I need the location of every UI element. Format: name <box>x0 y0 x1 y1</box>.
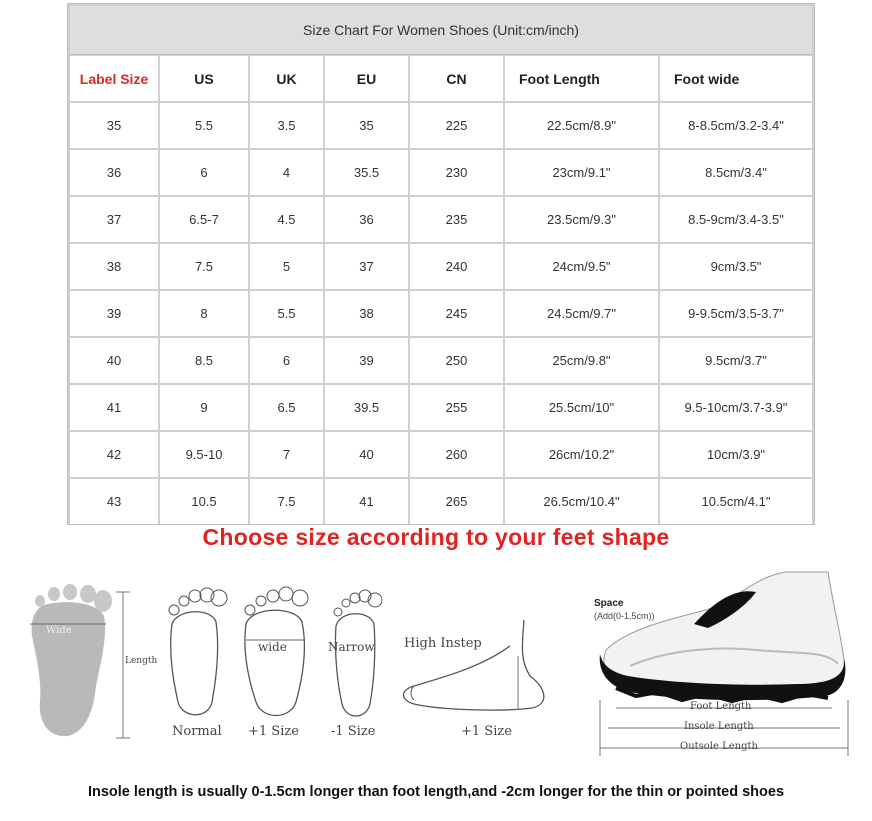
table-cell: 10.5 <box>160 479 248 524</box>
table-cell: 26.5cm/10.4" <box>505 479 658 524</box>
table-cell: 6 <box>160 150 248 195</box>
high-instep-caption: +1 Size <box>461 724 512 739</box>
narrow-foot-tag: Narrow <box>328 640 375 654</box>
high-instep-tag: High Instep <box>404 636 482 651</box>
table-cell: 8-8.5cm/3.2-3.4" <box>660 103 812 148</box>
table-cell: 7 <box>250 432 323 477</box>
table-cell: 5.5 <box>250 291 323 336</box>
column-header: EU <box>325 56 408 101</box>
table-cell: 5.5 <box>160 103 248 148</box>
wide-foot-figure <box>240 584 312 724</box>
label-size-cell: 41 <box>70 385 158 430</box>
label-size-cell: 35 <box>70 103 158 148</box>
table-cell: 24.5cm/9.7" <box>505 291 658 336</box>
table-cell: 230 <box>410 150 503 195</box>
column-header: UK <box>250 56 323 101</box>
column-header: Label Size <box>70 56 158 101</box>
column-header: Foot Length <box>505 56 658 101</box>
normal-foot-outline <box>171 612 218 715</box>
measure-foot-figure <box>18 586 168 746</box>
table-cell: 9.5cm/3.7" <box>660 338 812 383</box>
table-cell: 260 <box>410 432 503 477</box>
outsole-length-label: Outsole Length <box>680 741 758 752</box>
table-cell: 37 <box>325 244 408 289</box>
label-size-cell: 38 <box>70 244 158 289</box>
table-cell: 8 <box>160 291 248 336</box>
table-cell: 225 <box>410 103 503 148</box>
wide-foot-outline <box>245 610 305 715</box>
toe <box>80 585 96 603</box>
table-cell: 40 <box>325 432 408 477</box>
toe <box>48 587 60 601</box>
headline: Choose size according to your feet shape <box>202 524 670 550</box>
table-cell: 9 <box>160 385 248 430</box>
foot-length-label: Foot Length <box>690 701 752 712</box>
narrow-foot-caption: -1 Size <box>331 724 376 739</box>
narrow-foot-outline <box>335 614 374 716</box>
table-cell: 9cm/3.5" <box>660 244 812 289</box>
table-cell: 250 <box>410 338 503 383</box>
label-size-cell: 39 <box>70 291 158 336</box>
table-cell: 6 <box>250 338 323 383</box>
table-cell: 235 <box>410 197 503 242</box>
table-cell: 7.5 <box>250 479 323 524</box>
table-cell: 3.5 <box>250 103 323 148</box>
insole-note: Insole length is usually 0-1.5cm longer than foot length,and -2cm longer for the thin or pointed shoes <box>87 784 785 800</box>
label-size-cell: 36 <box>70 150 158 195</box>
instep-foot-outline <box>404 620 544 710</box>
table-cell: 38 <box>325 291 408 336</box>
column-header: Foot wide <box>660 56 812 101</box>
size-chart <box>67 3 815 525</box>
table-cell: 25.5cm/10" <box>505 385 658 430</box>
table-cell: 5 <box>250 244 323 289</box>
high-instep-figure <box>400 616 560 716</box>
narrow-foot-figure <box>326 586 382 726</box>
table-cell: 6.5 <box>250 385 323 430</box>
table-cell: 35 <box>325 103 408 148</box>
label-size-cell: 37 <box>70 197 158 242</box>
table-cell: 10cm/3.9" <box>660 432 812 477</box>
shoe-upper <box>604 572 844 691</box>
table-cell: 23.5cm/9.3" <box>505 197 658 242</box>
table-cell: 24cm/9.5" <box>505 244 658 289</box>
label-size-cell: 43 <box>70 479 158 524</box>
table-cell: 36 <box>325 197 408 242</box>
column-header: CN <box>410 56 503 101</box>
table-cell: 25cm/9.8" <box>505 338 658 383</box>
size-chart-title: Size Chart For Women Shoes (Unit:cm/inch) <box>70 6 812 55</box>
label-size-cell: 42 <box>70 432 158 477</box>
table-cell: 39.5 <box>325 385 408 430</box>
length-label: Length <box>125 656 158 666</box>
table-cell: 41 <box>325 479 408 524</box>
table-cell: 9-9.5cm/3.5-3.7" <box>660 291 812 336</box>
table-cell: 6.5-7 <box>160 197 248 242</box>
table-cell: 10.5cm/4.1" <box>660 479 812 524</box>
wide-foot-tag: wide <box>258 640 287 654</box>
wide-label: Wide <box>46 625 72 636</box>
toe <box>35 595 45 607</box>
table-cell: 8.5-9cm/3.4-3.5" <box>660 197 812 242</box>
table-cell: 9.5-10cm/3.7-3.9" <box>660 385 812 430</box>
table-cell: 39 <box>325 338 408 383</box>
table-cell: 240 <box>410 244 503 289</box>
table-cell: 7.5 <box>160 244 248 289</box>
table-cell: 245 <box>410 291 503 336</box>
table-cell: 255 <box>410 385 503 430</box>
wide-foot-caption: +1 Size <box>248 724 299 739</box>
table-cell: 4.5 <box>250 197 323 242</box>
table-cell: 4 <box>250 150 323 195</box>
space-label: Space <box>594 598 624 609</box>
label-size-cell: 40 <box>70 338 158 383</box>
toe <box>63 584 77 600</box>
normal-caption: Normal <box>172 724 222 739</box>
table-cell: 8.5 <box>160 338 248 383</box>
toe <box>94 590 112 612</box>
table-cell: 8.5cm/3.4" <box>660 150 812 195</box>
table-cell: 9.5-10 <box>160 432 248 477</box>
table-cell: 26cm/10.2" <box>505 432 658 477</box>
insole-length-label: Insole Length <box>684 721 754 732</box>
table-cell: 35.5 <box>325 150 408 195</box>
space-sub-label: (Add(0-1.5cm)) <box>594 611 655 621</box>
table-cell: 265 <box>410 479 503 524</box>
table-cell: 22.5cm/8.9" <box>505 103 658 148</box>
normal-foot-figure <box>160 584 230 724</box>
gray-foot-silhouette <box>32 602 105 736</box>
column-header: US <box>160 56 248 101</box>
table-cell: 23cm/9.1" <box>505 150 658 195</box>
